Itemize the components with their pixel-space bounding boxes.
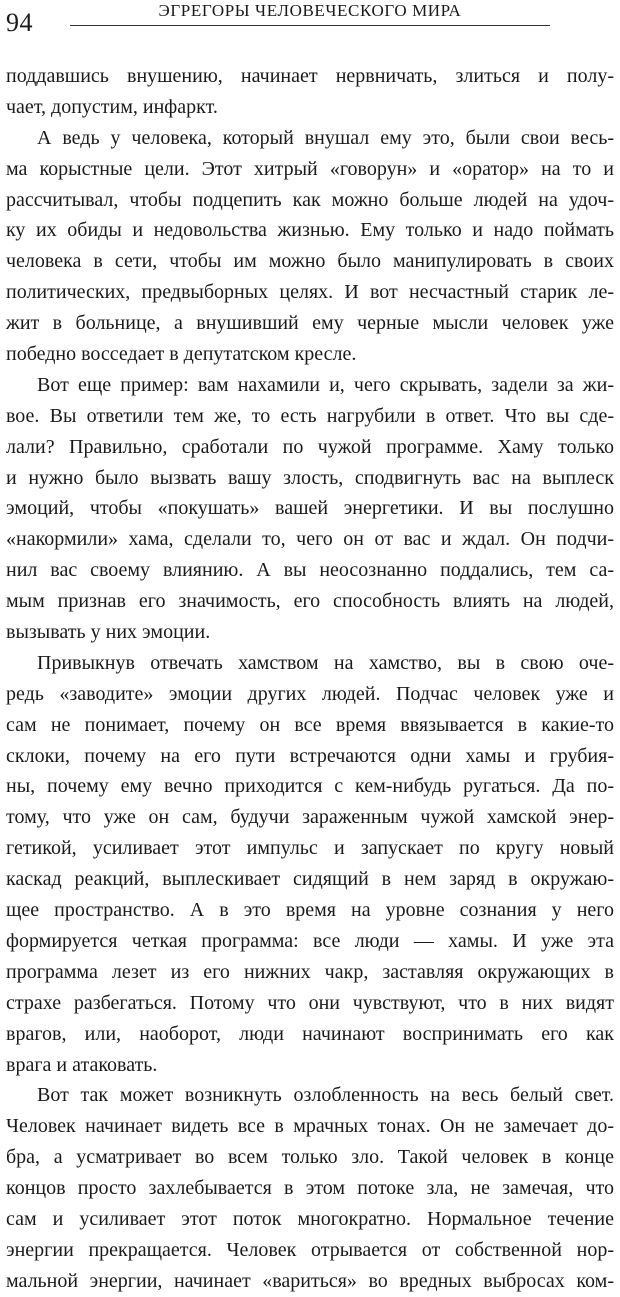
text-line: редь «заводите» эмоции других людей. Подчас человек уже и xyxy=(6,682,614,705)
text-line: Привыкнув отвечать хамством на хамство, вы в свою оче- xyxy=(37,651,614,674)
text-line: сам и усиливает этот поток многократно. Нормальное течение xyxy=(6,1207,614,1230)
text-line: политических, предвыборных целях. И вот несчастный старик ле- xyxy=(6,281,614,304)
text-line: Вот так может возникнуть озлобленность на весь белый свет. xyxy=(37,1084,614,1107)
text-line: лали? Правильно, сработали по чужой программе. Хаму только xyxy=(6,435,614,458)
text-line: Вот еще пример: вам нахамили и, чего скрывать, задели за жи- xyxy=(37,373,614,396)
text-line: человека в сети, чтобы им можно было манипулировать в своих xyxy=(6,250,614,273)
text-line: каскад реакций, выплескивает сидящий в нем заряд в окружаю- xyxy=(6,868,614,891)
text-line: Человек начинает видеть все в мрачных тонах. Он не замечает до- xyxy=(6,1115,614,1138)
body-text xyxy=(0,61,620,1297)
text-line: мальной энергии, начинает «вариться» во вредных выбросах ком- xyxy=(6,1269,614,1292)
text-line: врага и атаковать. xyxy=(6,1053,158,1076)
text-line: А ведь у человека, который внушал ему это, были свои весь- xyxy=(37,126,614,149)
text-line: бра, а усматривает во всем только зло. Такой человек в конце xyxy=(6,1146,614,1169)
text-line: формируется четкая программа: все люди — хамы. И уже эта xyxy=(6,929,614,952)
running-title: ЭГРЕГОРЫ ЧЕЛОВЕЧЕСКОГО МИРА xyxy=(158,1,462,20)
text-line: поддавшись внушению, начинает нервничать, злиться и полу- xyxy=(6,65,614,87)
text-line: гетикой, усиливает этот импульс и запускает по кругу новый xyxy=(6,837,614,860)
text-line: рассчитывал, чтобы подцепить как можно больше людей на удоч- xyxy=(6,188,614,211)
text-line: энергии прекращается. Человек отрывается от собственной нор- xyxy=(6,1238,614,1261)
text-line: концов просто захлебывается в этом потоке зла, не замечая, что xyxy=(6,1177,614,1200)
text-line: программа лезет из его нижних чакр, заставляя окружающих в xyxy=(6,960,614,983)
text-line: жит в больнице, а внушивший ему черные мысли человек уже xyxy=(6,312,614,335)
page-number: 94 xyxy=(6,8,33,37)
text-line: врагов, или, наоборот, люди начинают воспринимать его как xyxy=(6,1022,614,1045)
text-line: щее пространство. А в это время на уровне сознания у него xyxy=(6,899,614,922)
text-line: склоки, почему на его пути встречаются одни хамы и грубия- xyxy=(6,744,614,767)
text-line: мым признав его значимость, его способность влиять на людей, xyxy=(6,590,614,613)
text-line: нил вас своему влиянию. А вы неосознанно поддались, тем са- xyxy=(6,559,614,582)
text-line: вое. Вы ответили тем же, то есть нагрубили в ответ. Что вы сде- xyxy=(6,404,614,427)
text-line: ку их обиды и недовольства жизнью. Ему только и надо поймать xyxy=(6,219,614,242)
text-line: и нужно было вызвать вашу злость, сподвигнуть вас на выплеск xyxy=(6,466,614,489)
text-line: эмоций, чтобы «покушать» вашей энергетики. И вы послушно xyxy=(6,497,614,520)
page-header xyxy=(0,0,620,40)
text-line: страхе разбегаться. Потому что они чувствуют, что в них видят xyxy=(6,991,614,1014)
text-line: чает, допустим, инфаркт. xyxy=(6,95,218,118)
text-line: сам не понимает, почему он все время ввязывается в какие-то xyxy=(6,713,614,736)
text-line: ма корыстные цели. Этот хитрый «говорун» и «оратор» на то и xyxy=(6,157,614,180)
text-line: вызывать у них эмоции. xyxy=(6,621,211,644)
text-line: победно восседает в депутатском кресле. xyxy=(6,343,357,366)
header-rule xyxy=(70,25,550,26)
text-line: «накормили» хама, сделали то, чего он от вас и ждал. Он подчи- xyxy=(6,528,614,551)
text-line: тому, что уже он сам, будучи зараженным чужой хамской энер- xyxy=(6,806,614,829)
text-line: ны, почему ему вечно приходится с кем-нибудь ругаться. Да по- xyxy=(6,775,614,798)
